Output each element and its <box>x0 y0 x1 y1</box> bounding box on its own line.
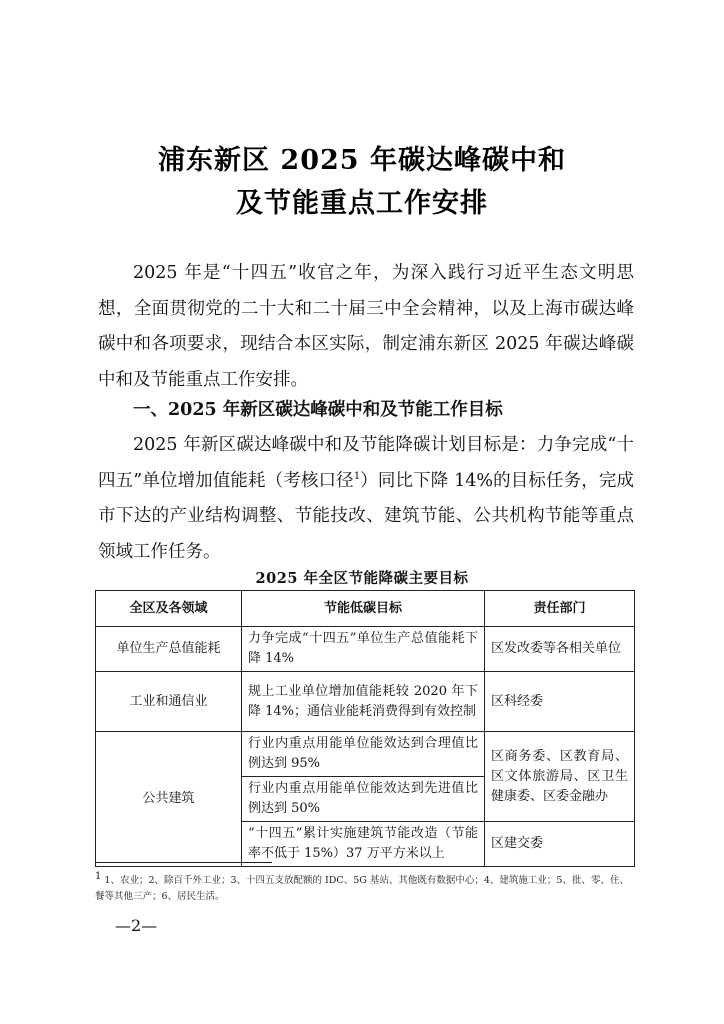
intro-paragraph: 2025 年是“十四五”收官之年，为深入践行习近平生态文明思想，全面贯彻党的二十大和二十届三中全会精神，以及上海市碳达峰碳中和各项要求，现结合本区实际，制定浦东新区 2025 年碳达峰碳中和及节能重点工作安排。 <box>98 263 634 390</box>
footnote-text: 1、农业；2、除百千外工业；3、十四五支放配额的 IDC、5G 基站、其他既有数据中心；4、建筑施工业；5、批、零、住、餐等其他三产；6、居民生活。 <box>95 875 629 902</box>
cell-target: 力争完成“十四五”单位生产总值能耗下降 14% <box>242 627 485 672</box>
header-domain: 全区及各领域 <box>96 591 242 627</box>
table-header-row <box>96 591 635 627</box>
footnote <box>95 870 635 905</box>
goal-paragraph-text-2: ）同比下降 14%的目标任务，完成市下达的产业结构调整、节能技改、建筑节能、公共机构节能等重点领域工作任务。 <box>98 470 634 562</box>
cell-domain: 公共建筑 <box>96 732 242 867</box>
cell-dept: 区商务委、区教育局、区文体旅游局、区卫生健康委、区委金融办 <box>485 732 635 822</box>
cell-target: 行业内重点用能单位能效达到先进值比例达到 50% <box>242 777 485 822</box>
cell-target: 行业内重点用能单位能效达到合理值比例达到 95% <box>242 732 485 777</box>
document-title-line-1: 浦东新区 2025 年碳达峰碳中和 <box>158 145 566 176</box>
page-number: —2— <box>115 916 158 935</box>
table-caption: 2025 年全区节能降碳主要目标 <box>255 570 469 587</box>
table-row <box>96 672 635 732</box>
cell-dept: 区建交委 <box>485 822 635 867</box>
goal-paragraph <box>98 428 634 570</box>
footnote-marker: 1 <box>95 870 102 882</box>
cell-domain: 工业和通信业 <box>96 672 242 732</box>
table-row <box>96 627 635 672</box>
section-heading: 一、2025 年新区碳达峰碳中和及节能工作目标 <box>133 400 503 420</box>
header-target: 节能低碳目标 <box>242 591 485 627</box>
footnote-divider <box>95 862 272 863</box>
cell-target: “十四五”累计实施建筑节能改造（节能率不低于 15%）37 万平方米以上 <box>242 822 485 867</box>
cell-target: 规上工业单位增加值能耗较 2020 年下降 14%；通信业能耗消费得到有效控制 <box>242 672 485 732</box>
footnote-reference: 1 <box>353 470 361 482</box>
document-title-line-2: 及节能重点工作安排 <box>236 188 488 219</box>
cell-dept: 区科经委 <box>485 672 635 732</box>
cell-dept: 区发改委等各相关单位 <box>485 627 635 672</box>
table-row <box>96 732 635 777</box>
header-dept: 责任部门 <box>485 591 635 627</box>
goals-table <box>95 590 635 867</box>
cell-domain: 单位生产总值能耗 <box>96 627 242 672</box>
goal-paragraph-text-1: 2025 年新区碳达峰碳中和及节能降碳计划目标是：力争完成“十四五”单位增加值能耗（考核口径 <box>98 435 634 491</box>
